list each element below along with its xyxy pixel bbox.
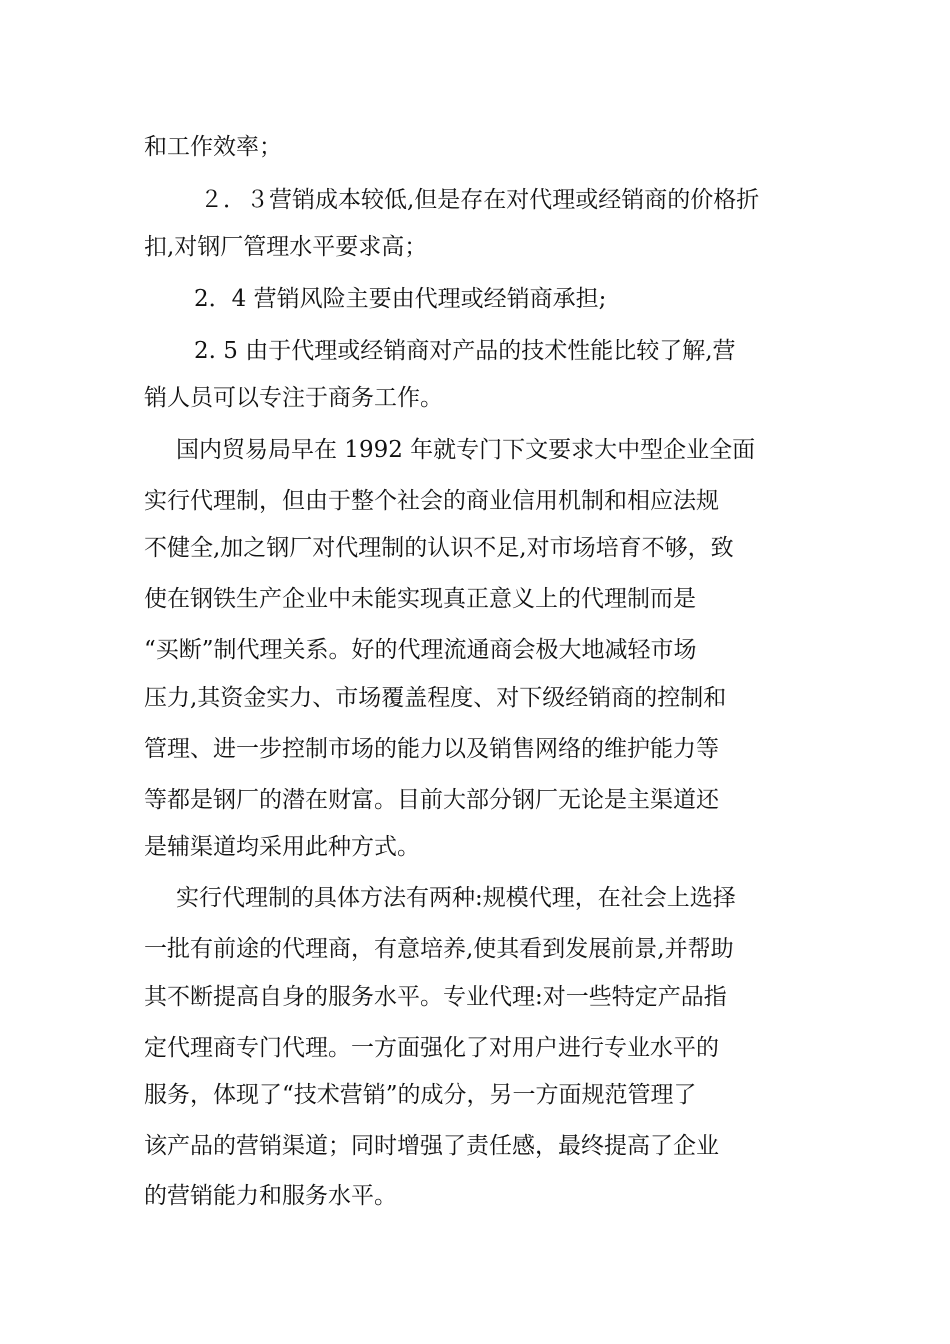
text-line: 该产品的营销渠道；同时增强了责任感，最终提高了企业 bbox=[144, 1133, 719, 1159]
text-line: 等都是钢厂的潜在财富。目前大部分钢厂无论是主渠道还 bbox=[144, 787, 719, 813]
text-line: 2. 5 由于代理或经销商对产品的技术性能比较了解,营 bbox=[194, 338, 736, 364]
text-line: 实行代理制的具体方法有两种:规模代理，在社会上选择 bbox=[176, 885, 736, 911]
text-line: 扣,对钢厂管理水平要求高； bbox=[144, 234, 428, 260]
text-line: 是辅渠道均采用此种方式。 bbox=[144, 834, 420, 860]
text-line: 其不断提高自身的服务水平。专业代理:对一些特定产品指 bbox=[144, 984, 727, 1010]
text-line: 的营销能力和服务水平。 bbox=[144, 1183, 397, 1209]
text-line: ２．３营销成本较低,但是存在对代理或经销商的价格折 bbox=[200, 187, 760, 213]
text-line: 一批有前途的代理商，有意培养,使其看到发展前景,并帮助 bbox=[144, 936, 734, 962]
text-line: 使在钢铁生产企业中未能实现真正意义上的代理制而是 bbox=[144, 586, 696, 612]
text-line: 不健全,加之钢厂对代理制的认识不足,对市场培育不够，致 bbox=[144, 535, 734, 561]
text-line: “买断”制代理关系。好的代理流通商会极大地减轻市场 bbox=[144, 637, 697, 663]
text-line: 服务，体现了“技术营销”的成分，另一方面规范管理了 bbox=[144, 1082, 697, 1108]
text-line: 管理、进一步控制市场的能力以及销售网络的维护能力等 bbox=[144, 736, 719, 762]
text-line: 定代理商专门代理。一方面强化了对用户进行专业水平的 bbox=[144, 1035, 719, 1061]
text-line: 压力,其资金实力、市场覆盖程度、对下级经销商的控制和 bbox=[144, 685, 727, 711]
text-line: 实行代理制，但由于整个社会的商业信用机制和相应法规 bbox=[144, 488, 719, 514]
text-line: 2．4 营销风险主要由代理或经销商承担; bbox=[194, 286, 607, 312]
text-line: 国内贸易局早在 1992 年就专门下文要求大中型企业全面 bbox=[176, 437, 756, 463]
text-line: 销人员可以专注于商务工作。 bbox=[144, 385, 443, 411]
text-line: 和工作效率； bbox=[144, 134, 282, 160]
